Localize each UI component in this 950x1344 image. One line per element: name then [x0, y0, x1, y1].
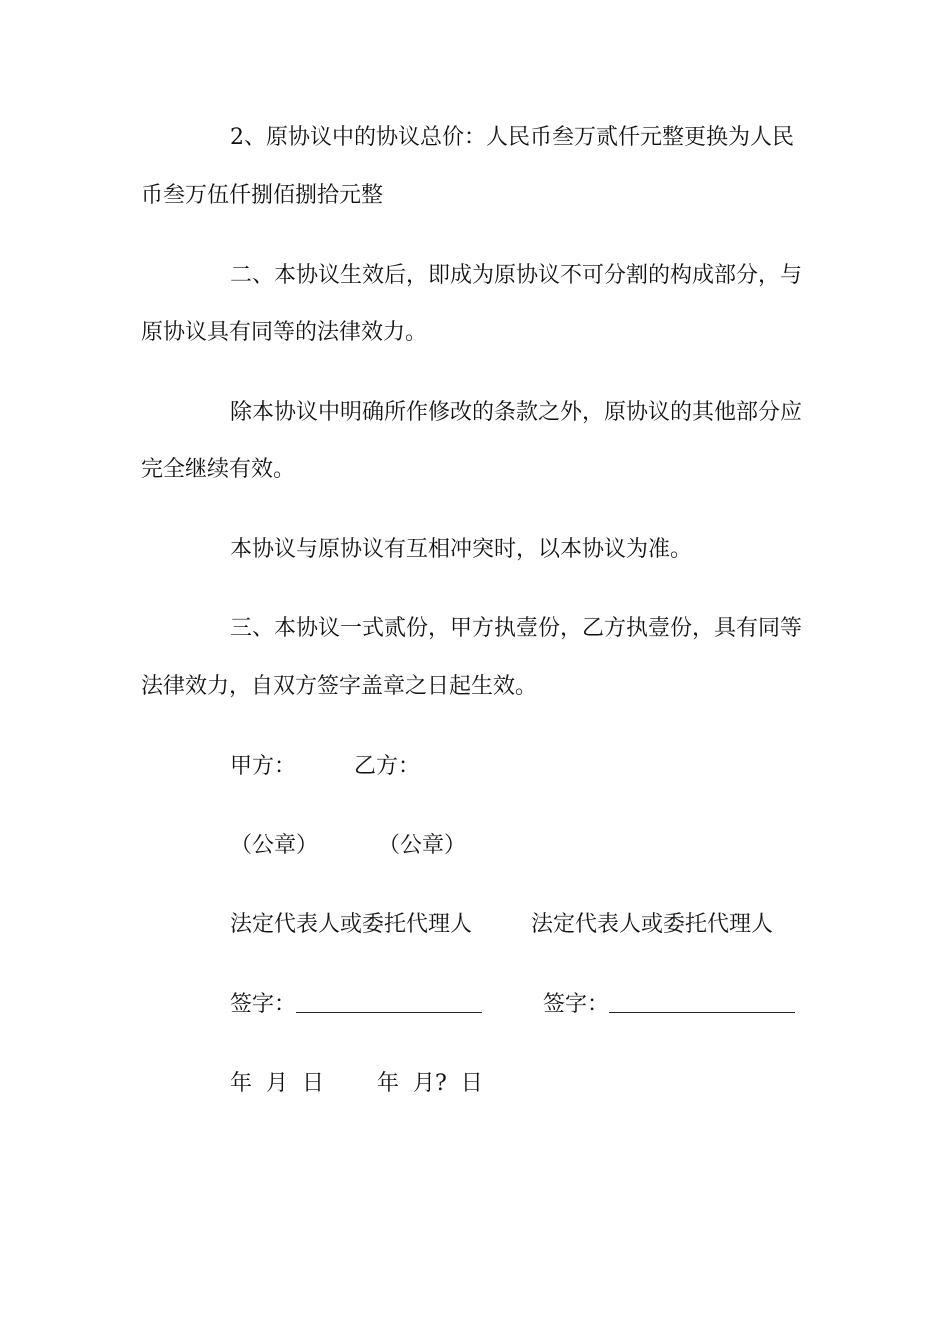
paragraph-3-line-1: 除本协议中明确所作修改的条款之外，原协议的其他部分应 [230, 400, 803, 425]
paragraph-1-line-2: 币叁万伍仟捌佰捌拾元整 [141, 183, 384, 208]
paragraph-2-line-1: 二、本协议生效后，即成为原协议不可分割的构成部分，与 [230, 263, 803, 288]
sign-a-row [230, 990, 482, 1020]
paragraph-1-line-1: 2、原协议中的协议总价：人民币叁万贰仟元整更换为人民 [230, 125, 794, 150]
paragraph-4-line-1: 本协议与原协议有互相冲突时，以本协议为准。 [230, 537, 693, 562]
representative-a: 法定代表人或委托代理人 [230, 912, 473, 937]
seal-b: （公章） [378, 833, 467, 858]
date-a: 年 月 日 [230, 1071, 324, 1096]
paragraph-5-line-2: 法律效力，自双方签字盖章之日起生效。 [141, 674, 538, 699]
seal-a: （公章） [230, 833, 319, 858]
paragraph-2-line-2: 原协议具有同等的法律效力。 [141, 320, 428, 345]
paragraph-3-line-2: 完全继续有效。 [141, 457, 296, 482]
sign-b-row [543, 990, 795, 1020]
sign-b-line [609, 992, 795, 1013]
sign-a-line [296, 992, 482, 1013]
party-b-label: 乙方： [354, 754, 421, 779]
representative-b: 法定代表人或委托代理人 [531, 912, 774, 937]
party-a-label: 甲方： [230, 754, 297, 779]
sign-a-label: 签字： [230, 992, 297, 1017]
date-b: 年 月? 日 [377, 1071, 483, 1096]
paragraph-5-line-1: 三、本协议一式贰份，甲方执壹份，乙方执壹份，具有同等 [230, 616, 803, 641]
sign-b-label: 签字： [543, 992, 610, 1017]
